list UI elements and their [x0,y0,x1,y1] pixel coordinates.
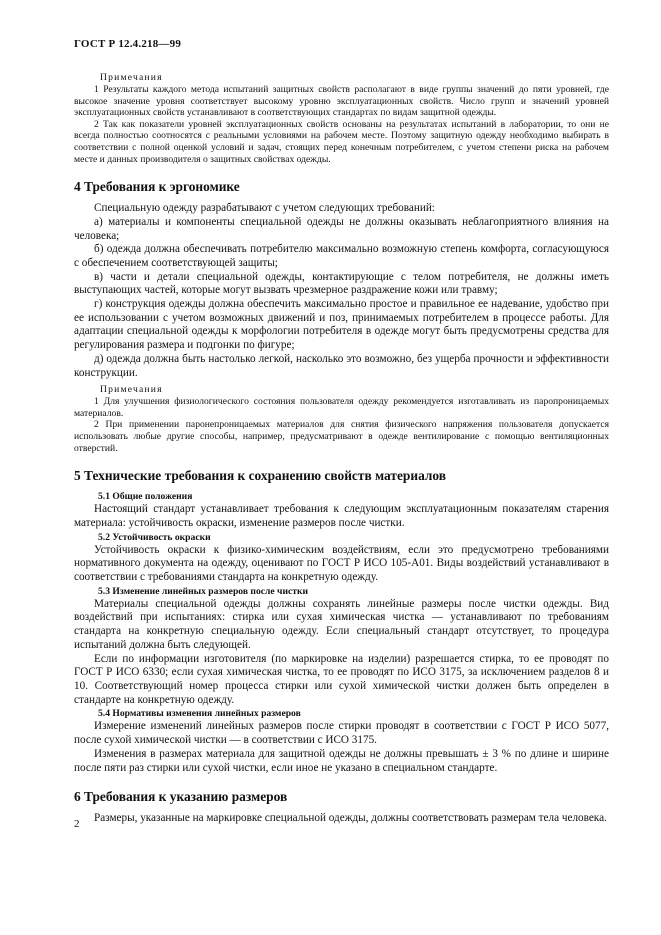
paragraph: Материалы специальной одежды должны сохранять линейные размеры после чистки одежды. Вид воздействий при испытаниях: стирка или сухая химическая чистка — устанавливают по требованиям стандарта на конкретную специальную одежду. Если специальный стандарт отсутствует, то процедура испытаний должна быть следующей. [74,597,609,651]
page-number: 2 [74,818,80,830]
subsection-heading: 5.4 Нормативы изменения линейных размеров [98,708,301,720]
paragraph: Размеры, указанные на маркировке специальной одежды, должны соответствовать размерам тела человека. [94,812,607,825]
section-heading-5: 5 Технические требования к сохранению свойств материалов [74,468,447,484]
paragraph: Устойчивость окраски к физико-химическим воздействиям, если это предусмотрено требованиями нормативного документа на одежду, оценивают по ГОСТ Р ИСО 105-А01. Виды воздействий устанавливают в соответствии с требованиями стандарта на конкретную одежду. [74,543,609,584]
paragraph: а) материалы и компоненты специальной одежды не должны оказывать неблагоприятного влияния на человека; [74,215,609,242]
paragraph: Специальную одежду разрабатывают с учетом следующих требований: [94,202,435,215]
paragraph: Изменения в размерах материала для защитной одежды не должны превышать ± 3 % по длине и ширине после пяти раз стирки или сухой чистки, если иное не указано в специальном стандарте. [74,747,609,774]
notes-title: Примечания [100,72,163,83]
subsection-heading: 5.1 Общие положения [98,491,193,503]
subsection-heading: 5.2 Устойчивость окраски [98,531,211,543]
note-item: 2 При применении паронепроницаемых материалов для снятия физического напряжения пользователя допускается использовать любые другие способы, например, предусматривают в одежде вентилирование с помощью вентиляционных отверстий. [74,419,609,454]
document-header: ГОСТ Р 12.4.218—99 [74,38,182,50]
note-item: 1 Результаты каждого метода испытаний защитных свойств располагают в виде группы значений до пяти уровней, где высокое значение уровня соответствует высокому уровню эксплуатационных свойств. Число групп и значений уровней эксплуатационных свойств устанавливают в соответствующих стандартах по видам защитной одежды. [74,84,609,119]
section-heading-6: 6 Требования к указанию размеров [74,789,288,805]
section-heading-4: 4 Требования к эргономике [74,179,240,195]
paragraph: Если по информации изготовителя (по маркировке на изделии) разрешается стирка, то ее проводят по ГОСТ Р ИСО 6330; если сухая химическая чистка, то ее проводят по ИСО 3175, за исключением разделов 8 и 10. Соответствующий номер процесса стирки или сухой химической чистки должен быть определен в стандарте на конкретную одежду. [74,652,609,706]
paragraph: г) конструкция одежды должна обеспечить максимально простое и правильное ее надевание, удобство при ее использовании с учетом возможных движений и поз, принимаемых потребителем в процессе работы. Для адаптации специальной одежды к морфологии потребителя в одежде могут быть предусмотрены средства для регулирования размера и подгонки по фигуре; [74,298,609,352]
paragraph: в) части и детали специальной одежды, контактирующие с телом потребителя, не должны иметь выступающих частей, которые могут вызвать чрезмерное раздражение кожи или травму; [74,270,609,297]
notes-title: Примечания [100,384,163,396]
paragraph: д) одежда должна быть настолько легкой, насколько это возможно, без ущерба прочности и эффективности конструкции. [74,352,609,379]
note-item: 1 Для улучшения физиологического состояния пользователя одежду рекомендуется изготавливать из паропроницаемых материалов. [74,396,609,419]
notes-block-2 [74,384,609,454]
paragraph: Измерение изменений линейных размеров после стирки проводят в соответствии с ГОСТ Р ИСО 5077, после сухой химической чистки — в соответствии с ИСО 3175. [74,720,609,747]
paragraph: б) одежда должна обеспечивать потребителю максимально возможную степень комфорта, согласующуюся с обеспечением соответствующей защиты; [74,243,609,269]
document-page [74,38,609,826]
paragraph: Настоящий стандарт устанавливает требования к следующим эксплуатационным показателям старения материала: устойчивость окраски, изменение размеров после чистки. [74,503,609,529]
notes-block-1 [74,72,609,165]
note-item: 2 Так как показатели уровней эксплуатационных свойств основаны на результатах испытаний в лаборатории, то они не всегда полностью соотносятся с реальными условиями на рабочем месте. Поэтому защитную одежду необходимо выбирать в соответствии с полной оценкой условий и задач, стоящих перед конечным потребителем, с учетом степени риска на рабочем месте и данных производителя о защитных свойствах одежды. [74,118,609,165]
subsection-heading: 5.3 Изменение линейных размеров после чистки [98,585,309,597]
